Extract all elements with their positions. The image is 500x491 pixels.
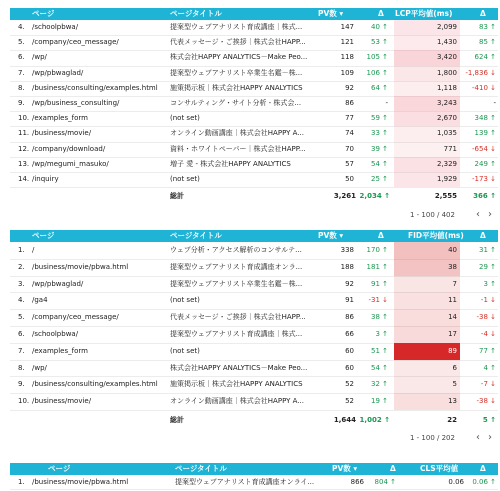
total-metric: 22	[447, 416, 457, 424]
table-row[interactable]	[10, 126, 498, 142]
row-delta: 38 ↑	[371, 313, 388, 322]
col-metric[interactable]: LCP平均値(ms)	[395, 9, 453, 18]
row-delta: 804 ↑	[374, 478, 396, 486]
table-row[interactable]	[10, 376, 498, 394]
row-index: 11.	[18, 129, 30, 138]
row-pv: 70	[345, 144, 354, 153]
row-page: /ga4	[32, 296, 48, 305]
row-metric: 1,929	[436, 175, 457, 183]
row-metric: 89	[448, 346, 457, 355]
row-title: 提案型ウェブアナリスト卒業生名鑑－株...	[170, 279, 303, 288]
col-pv[interactable]: PV数 ▾	[332, 464, 358, 473]
total-metric: 2,555	[434, 192, 457, 200]
row-index: 13.	[18, 159, 30, 168]
row-delta2: -38 ↓	[476, 397, 496, 406]
row-page: /schoolpbwa/	[32, 23, 79, 31]
table-row[interactable]	[10, 343, 498, 361]
row-page: /business/movie/pbwa.html	[32, 262, 129, 271]
row-delta2: 0.06 ↑	[472, 478, 496, 486]
total-delta: 1,002 ↑	[359, 416, 390, 424]
col-delta2[interactable]: Δ	[480, 231, 486, 240]
row-page: /wp/	[32, 53, 47, 62]
row-delta: 91 ↑	[371, 279, 388, 288]
table-row[interactable]	[10, 157, 498, 173]
row-pv: 60	[345, 346, 354, 355]
row-page: /wp/pbwaglad/	[32, 68, 84, 77]
row-delta2: 348 ↑	[474, 114, 496, 123]
total-delta: 2,034 ↑	[359, 192, 390, 200]
row-pv: 86	[345, 313, 354, 322]
row-delta: 25 ↑	[371, 175, 388, 183]
row-index: 1.	[18, 246, 25, 254]
col-delta[interactable]: Δ	[378, 9, 384, 18]
prev-page-icon[interactable]: ‹	[476, 432, 480, 443]
col-page[interactable]: ページ	[32, 231, 55, 240]
prev-page-icon[interactable]: ‹	[476, 209, 480, 220]
row-index: 1.	[18, 478, 25, 486]
row-pv: 866	[350, 478, 364, 486]
col-delta[interactable]: Δ	[390, 464, 396, 473]
row-title: 資料・ホワイトペーパー｜株式会社HAPP...	[170, 144, 306, 153]
row-index: 8.	[18, 83, 25, 92]
row-delta2: -1,836 ↓	[465, 68, 496, 77]
row-pv: 86	[345, 99, 354, 107]
row-delta: 33 ↑	[371, 129, 388, 138]
table-row[interactable]	[10, 259, 498, 277]
row-title: 増子 愛 - 株式会社HAPPY ANALYTICS	[170, 159, 291, 168]
row-index: 5.	[18, 313, 25, 322]
col-delta2[interactable]: Δ	[480, 9, 486, 18]
row-delta: 53 ↑	[371, 38, 388, 47]
row-delta2: -1 ↓	[480, 296, 496, 305]
row-metric: 1,430	[436, 38, 457, 47]
table-row[interactable]	[10, 309, 498, 327]
row-pv: 74	[345, 129, 354, 138]
row-delta2: 31 ↑	[479, 246, 496, 254]
row-metric: 40	[448, 246, 457, 254]
row-metric: 7	[452, 279, 457, 288]
row-title: 代表メッセージ・ご挨拶｜株式会社HAPP...	[170, 313, 306, 322]
row-delta: -31 ↓	[368, 296, 388, 305]
row-delta2: 29 ↑	[479, 262, 496, 271]
row-title: ウェブ分析・アクセス解析のコンサルテ...	[170, 246, 302, 254]
row-index: 7.	[18, 346, 25, 355]
row-page: /business/movie/	[32, 397, 92, 406]
row-metric: 1,035	[436, 129, 457, 138]
row-delta2: 4 ↑	[483, 363, 496, 372]
table-row[interactable]	[10, 66, 498, 82]
row-pv: 121	[340, 38, 354, 47]
row-delta2: 77 ↑	[479, 346, 496, 355]
row-delta2: 85 ↑	[479, 38, 496, 47]
next-page-icon[interactable]: ›	[488, 209, 492, 220]
row-metric: 1,118	[436, 83, 457, 92]
col-delta[interactable]: Δ	[378, 231, 384, 240]
row-title: (not set)	[170, 175, 200, 183]
row-delta2: 249 ↑	[474, 159, 496, 168]
table-row[interactable]	[10, 50, 498, 66]
next-page-icon[interactable]: ›	[488, 432, 492, 443]
col-metric[interactable]: FID平均値(ms)	[408, 231, 464, 240]
fid-pager-text: 1 - 100 / 202	[410, 434, 455, 442]
row-delta2: -	[493, 99, 496, 107]
row-delta2: -654 ↓	[472, 144, 496, 153]
row-delta2: -38 ↓	[476, 313, 496, 322]
row-metric: 0.06	[448, 478, 464, 486]
row-pv: 91	[345, 296, 354, 305]
row-pv: 118	[340, 53, 354, 62]
row-title: 代表メッセージ・ご挨拶｜株式会社HAPP...	[170, 38, 306, 47]
row-page: /wp/	[32, 363, 47, 372]
table-row[interactable]	[10, 20, 498, 36]
row-metric: 2,329	[436, 159, 457, 168]
row-delta: 106 ↑	[366, 68, 388, 77]
row-title: 提案型ウェブアナリスト育成講座オンライ...	[175, 478, 315, 486]
row-index: 14.	[18, 175, 30, 183]
row-pv: 52	[345, 380, 354, 389]
row-delta: 40 ↑	[371, 23, 388, 31]
row-delta: 59 ↑	[371, 114, 388, 123]
row-page: /business/movie/pbwa.html	[32, 478, 129, 486]
row-title: 株式会社HAPPY ANALYTICS－Make Peo...	[170, 53, 308, 62]
row-delta: 51 ↑	[371, 346, 388, 355]
table-row[interactable]	[10, 326, 498, 344]
cls-table	[10, 463, 498, 491]
row-metric: 13	[448, 397, 457, 406]
row-delta2: -7 ↓	[480, 380, 496, 389]
row-pv: 60	[345, 363, 354, 372]
table-row[interactable]	[10, 172, 498, 188]
row-metric: 771	[443, 144, 457, 153]
table-row[interactable]	[10, 111, 498, 127]
row-pv: 66	[345, 330, 354, 338]
fid-table	[10, 230, 498, 445]
row-delta2: -410 ↓	[472, 83, 496, 92]
row-page: /wp/pbwaglad/	[32, 279, 84, 288]
row-metric: 3,243	[436, 99, 457, 107]
table-row[interactable]	[10, 242, 498, 260]
fid-table-header[interactable]	[10, 230, 498, 242]
row-page: /schoolpbwa/	[32, 330, 79, 338]
row-index: 5.	[18, 38, 25, 47]
row-index: 7.	[18, 68, 25, 77]
col-page[interactable]: ページ	[32, 9, 55, 18]
cls-table-header[interactable]	[10, 463, 498, 475]
row-title: 施策掲示板｜株式会社HAPPY ANALYTICS	[170, 83, 303, 92]
row-metric: 11	[448, 296, 457, 305]
row-index: 6.	[18, 53, 25, 62]
row-delta2: -4 ↓	[480, 330, 496, 338]
row-metric: 17	[448, 330, 457, 338]
row-metric: 38	[448, 262, 457, 271]
row-index: 12.	[18, 144, 30, 153]
col-metric[interactable]: CLS平均値	[420, 464, 459, 473]
row-index: 10.	[18, 114, 30, 123]
row-pv: 52	[345, 397, 354, 406]
row-delta2: 624 ↑	[474, 53, 496, 62]
total-delta2: 366 ↑	[473, 192, 496, 200]
row-page: /wp/business_consulting/	[32, 99, 120, 107]
total-label: 総計	[170, 192, 184, 200]
row-title: コンサルティング・サイト分析 - 株式会...	[170, 99, 302, 107]
row-title: 株式会社HAPPY ANALYTICS－Make Peo...	[170, 363, 308, 372]
col-title[interactable]: ページタイトル	[170, 231, 222, 240]
row-page: /company/ceo_message/	[32, 313, 119, 322]
total-pv: 3,261	[333, 192, 356, 200]
table-row[interactable]	[10, 292, 498, 310]
row-pv: 188	[340, 262, 354, 271]
lcp-table	[10, 8, 498, 223]
row-pv: 77	[345, 114, 354, 123]
row-title: (not set)	[170, 296, 200, 305]
row-pv: 57	[345, 159, 354, 168]
row-delta: 32 ↑	[371, 380, 388, 389]
row-index: 9.	[18, 380, 25, 389]
row-title: 提案型ウェブアナリスト卒業生名鑑－株...	[170, 68, 303, 77]
row-page: /inquiry	[32, 175, 59, 183]
row-title: 提案型ウェブアナリスト育成講座｜株式...	[170, 330, 303, 338]
row-delta: 105 ↑	[366, 53, 388, 62]
table-row[interactable]	[10, 475, 498, 490]
row-page: /business/movie/	[32, 129, 92, 138]
row-metric: 2,670	[436, 114, 457, 123]
row-delta: 3 ↑	[375, 330, 388, 338]
row-pv: 50	[345, 175, 354, 183]
row-metric: 2,099	[436, 23, 457, 31]
table-row[interactable]	[10, 35, 498, 51]
lcp-pager-text: 1 - 100 / 402	[410, 211, 455, 219]
col-delta2[interactable]: Δ	[480, 464, 486, 473]
row-metric: 14	[448, 313, 457, 322]
col-page[interactable]: ページ	[48, 464, 71, 473]
row-page: /	[32, 246, 35, 254]
row-pv: 338	[340, 246, 354, 254]
row-delta2: 3 ↑	[483, 279, 496, 288]
table-row[interactable]	[10, 393, 498, 411]
row-delta: 54 ↑	[371, 159, 388, 168]
row-title: オンライン動画講座｜株式会社HAPPY A...	[170, 129, 304, 138]
row-delta: 54 ↑	[371, 363, 388, 372]
col-pv[interactable]: PV数 ▾	[318, 9, 344, 18]
row-index: 9.	[18, 99, 25, 107]
table-row[interactable]	[10, 96, 498, 112]
row-title: 提案型ウェブアナリスト育成講座｜株式...	[170, 23, 303, 31]
row-delta2: -173 ↓	[472, 175, 496, 183]
row-title: 提案型ウェブアナリスト育成講座オンラ...	[170, 262, 303, 271]
table-row[interactable]	[10, 360, 498, 378]
total-delta2: 5 ↑	[482, 416, 496, 424]
row-title: 施策掲示板｜株式会社HAPPY ANALYTICS	[170, 380, 303, 389]
row-index: 8.	[18, 363, 25, 372]
row-index: 4.	[18, 23, 25, 31]
total-label: 総計	[170, 416, 184, 424]
row-delta: 39 ↑	[371, 144, 388, 153]
row-index: 10.	[18, 397, 30, 406]
row-delta: 181 ↑	[366, 262, 388, 271]
row-title: (not set)	[170, 346, 200, 355]
row-delta2: 139 ↑	[474, 129, 496, 138]
lcp-table-header[interactable]	[10, 8, 498, 20]
row-delta2: 83 ↑	[479, 23, 496, 31]
col-title[interactable]: ページタイトル	[175, 464, 227, 473]
row-page: /business/consulting/examples.html	[32, 380, 158, 389]
row-page: /wp/megumi_masuko/	[32, 159, 109, 168]
table-row[interactable]	[10, 142, 498, 158]
row-pv: 147	[340, 23, 354, 31]
row-metric: 6	[452, 363, 457, 372]
row-pv: 92	[345, 83, 354, 92]
row-index: 4.	[18, 296, 25, 305]
table-row[interactable]	[10, 276, 498, 294]
total-pv: 1,644	[333, 416, 356, 424]
row-page: /examples_form	[32, 346, 88, 355]
row-delta: 64 ↑	[371, 83, 388, 92]
row-title: オンライン動画講座｜株式会社HAPPY A...	[170, 397, 304, 406]
fid-total-row	[10, 412, 498, 428]
row-page: /business/consulting/examples.html	[32, 83, 158, 92]
row-metric: 3,420	[436, 53, 457, 62]
row-delta: -	[385, 99, 388, 107]
lcp-total-row	[10, 188, 498, 204]
col-title[interactable]: ページタイトル	[170, 9, 222, 18]
col-pv[interactable]: PV数 ▾	[318, 231, 344, 240]
row-page: /company/ceo_message/	[32, 38, 119, 47]
row-index: 6.	[18, 330, 25, 338]
row-page: /examples_form	[32, 114, 88, 123]
row-metric: 5	[452, 380, 457, 389]
row-index: 3.	[18, 279, 25, 288]
row-page: /company/download/	[32, 144, 106, 153]
row-index: 2.	[18, 262, 25, 271]
row-delta: 19 ↑	[371, 397, 388, 406]
row-pv: 109	[340, 68, 354, 77]
row-delta: 170 ↑	[366, 246, 388, 254]
table-row[interactable]	[10, 81, 498, 97]
row-metric: 1,800	[436, 68, 457, 77]
row-title: (not set)	[170, 114, 200, 123]
row-pv: 92	[345, 279, 354, 288]
